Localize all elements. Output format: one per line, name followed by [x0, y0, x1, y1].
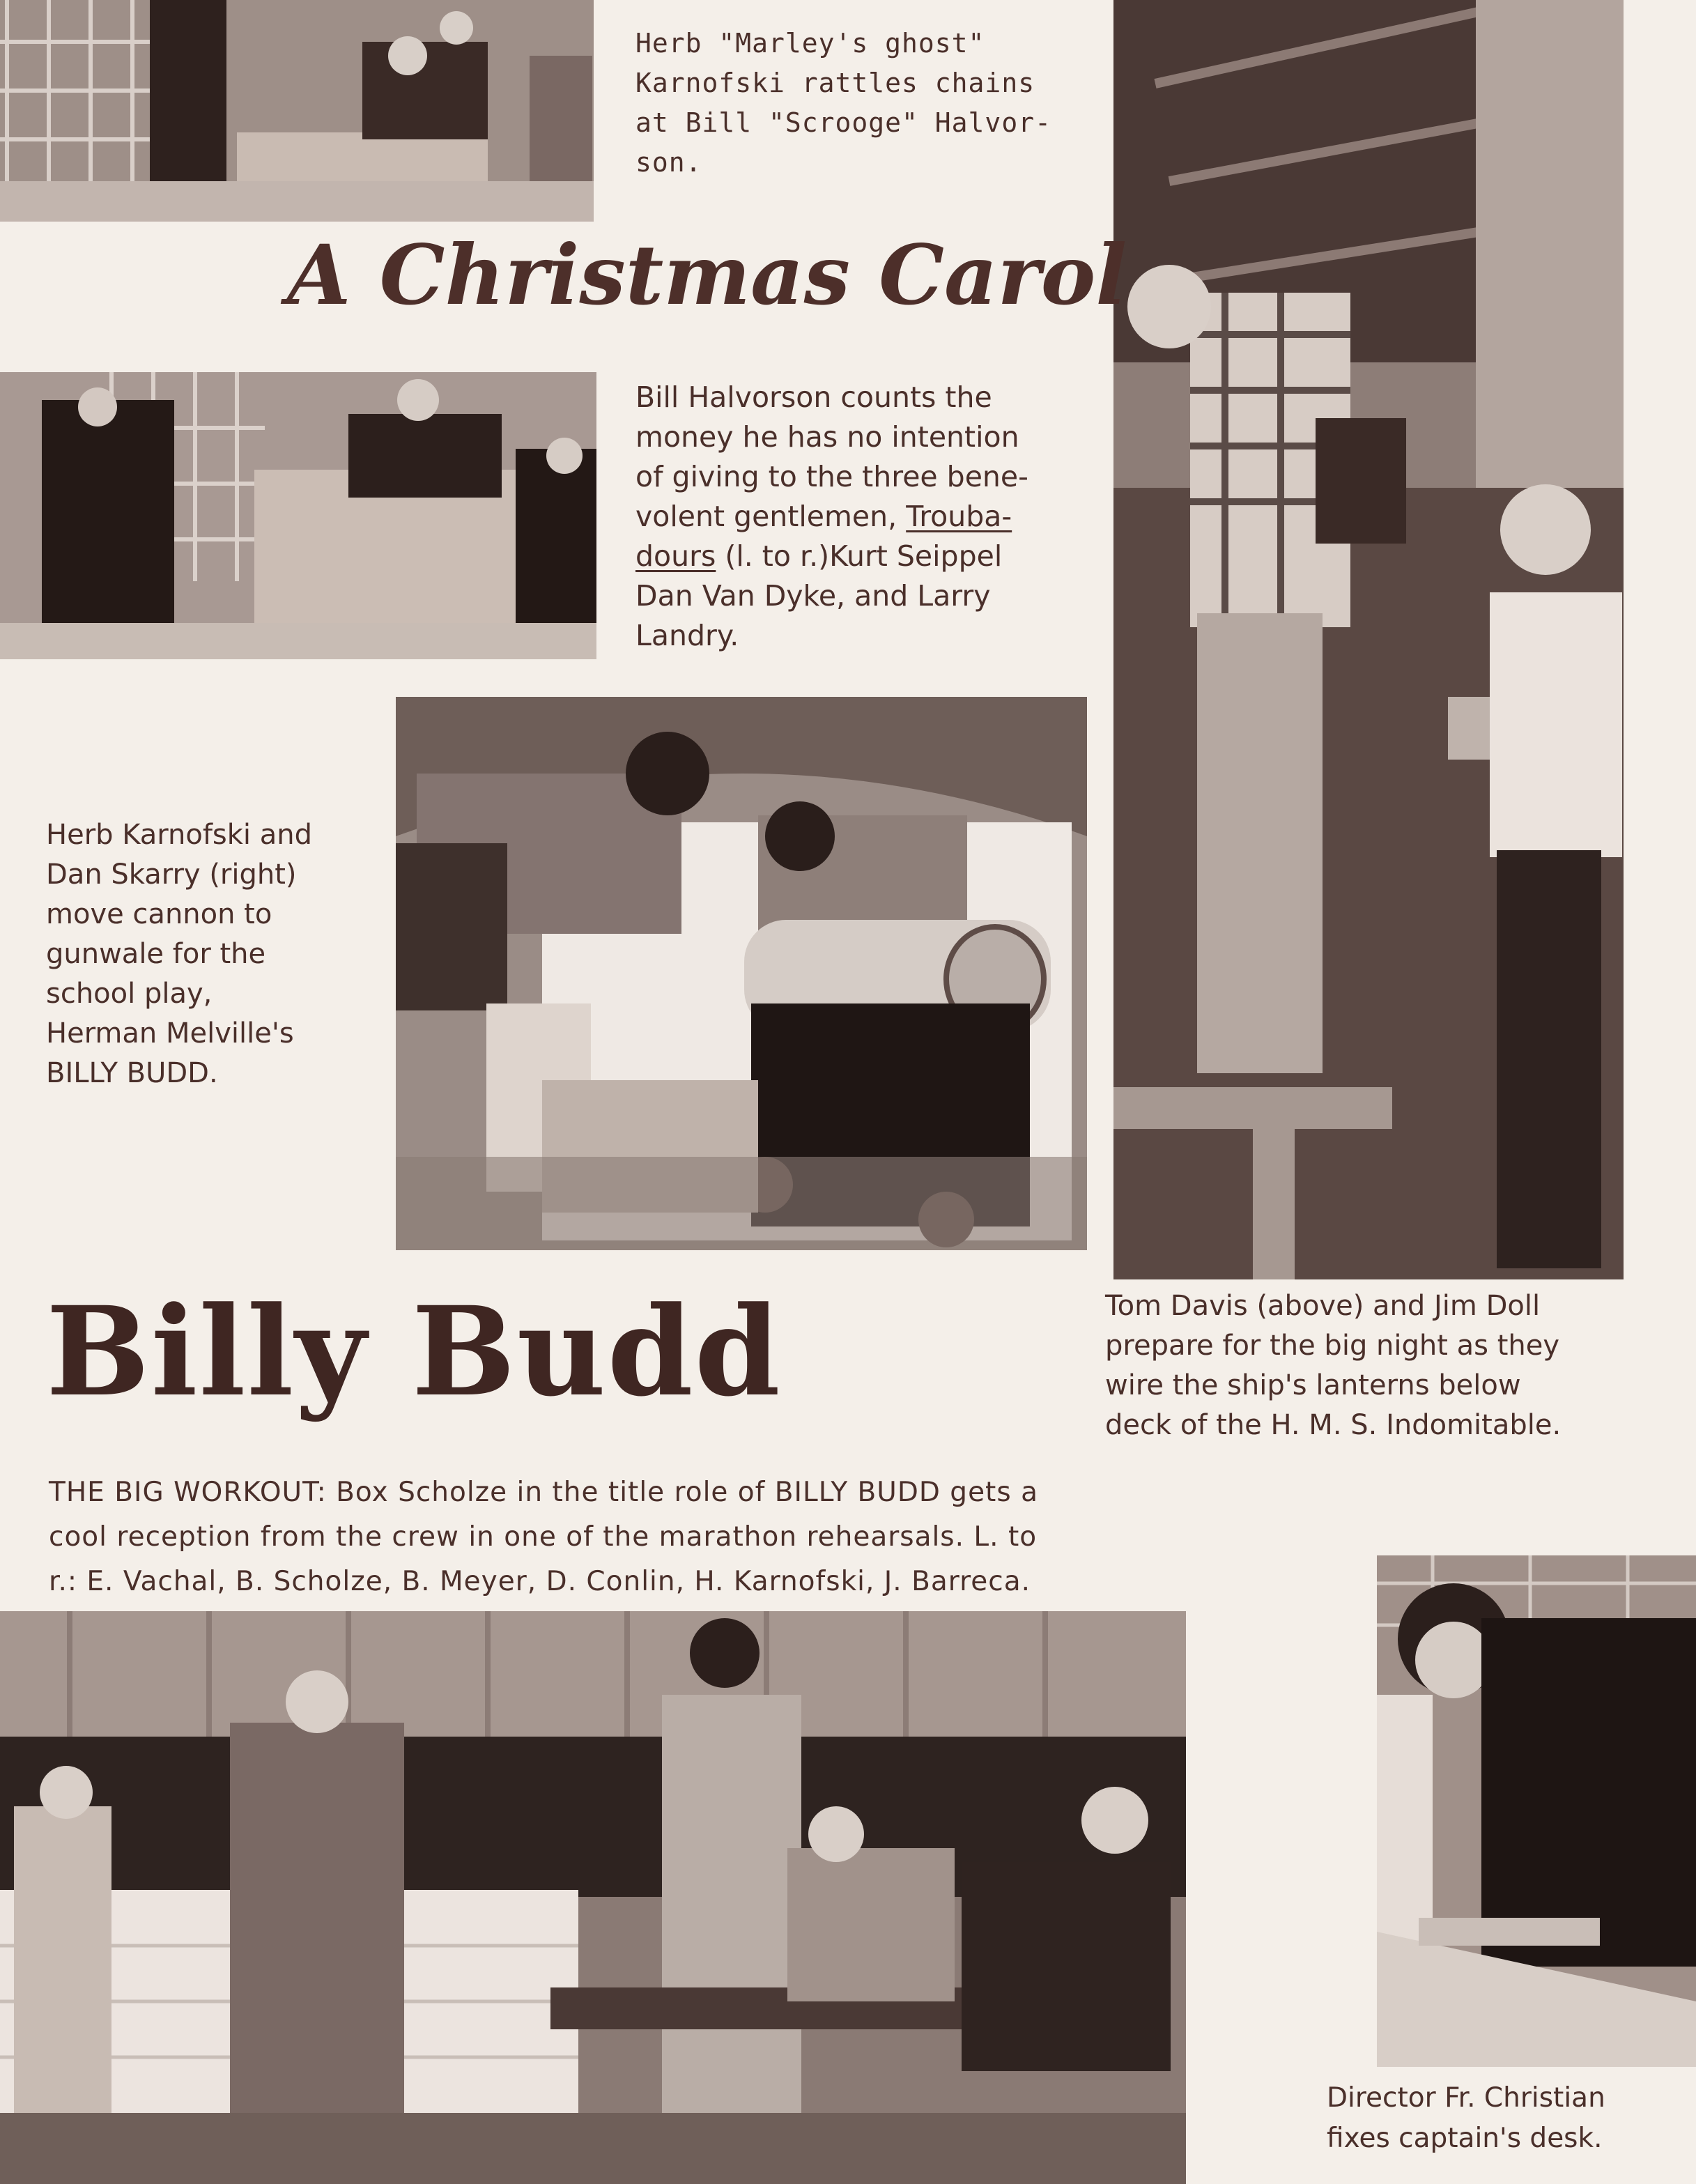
big-workout-caption: THE BIG WORKOUT: Box Scholze in the title role of BILLY BUDD gets a cool reception from the crew in one of the marathon rehearsals. L. to r.: E. Vachal, B. Scholze, B. Meyer, D. Conlin, H. Karnofski, J. Barreca.	[49, 1477, 1038, 1597]
director-desk-photo	[1377, 1555, 1696, 2067]
lanterns-caption: Tom Davis (above) and Jim Doll prepare for the big night as they wire the ship's lanterns below deck of the H. M. S. Indomitable.	[1105, 1290, 1562, 1441]
cannon-caption: Herb Karnofski and Dan Skarry (right) move cannon to gunwale for the school play, Herman Melville's BILLY BUDD.	[46, 819, 313, 1089]
lanterns-photo	[1113, 0, 1624, 1279]
marley-ghost-photo	[0, 0, 594, 222]
rehearsal-photo	[0, 1611, 1186, 2184]
director-caption: Director Fr. Christian fixes captain's desk.	[1327, 2082, 1605, 2154]
cannon-photo	[396, 697, 1087, 1250]
three-gentlemen-caption	[635, 378, 1095, 656]
billy-budd-title: Billy Budd	[46, 1279, 782, 1424]
marley-ghost-caption: Herb "Marley's ghost" Karnofski rattles chains at Bill "Scrooge" Halvor- son.	[635, 28, 1051, 178]
three-gentlemen-photo	[0, 372, 596, 659]
christmas-carol-title: A Christmas Carol	[287, 226, 1127, 323]
caption-text-part: (l. to r.)Kurt Seippel Dan Van Dyke, and Larry Landry.	[635, 539, 1003, 652]
troubadours-underlined: Trouba- dours	[635, 500, 1012, 573]
caption-text-part: Bill Halvorson counts the money he has no intention of giving to the three bene- volent gentlemen,	[635, 380, 1028, 533]
